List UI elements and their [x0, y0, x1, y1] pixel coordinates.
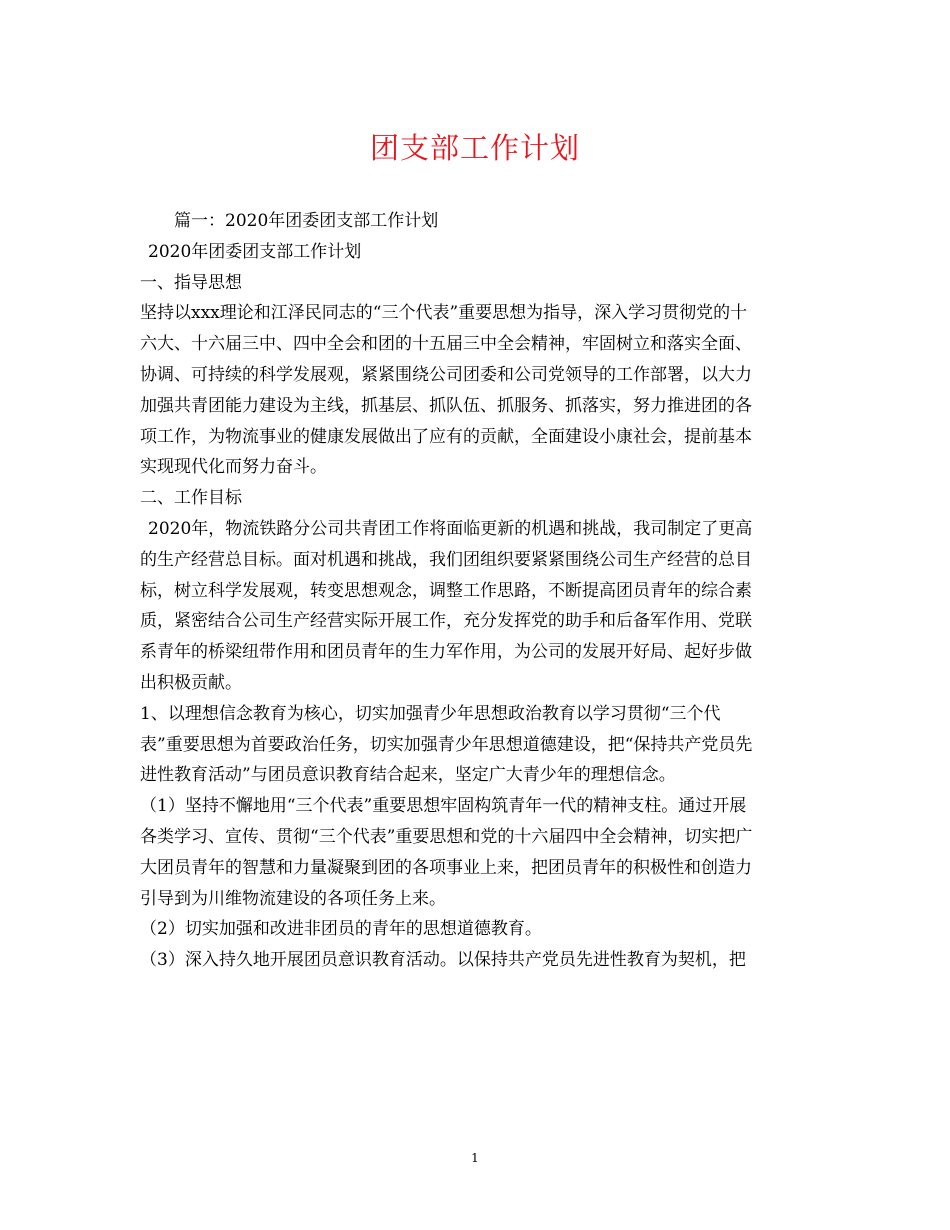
- paragraph-line: （1）坚持不懈地用“三个代表”重要思想牢固构筑青年一代的精神支柱。通过开展: [140, 796, 747, 817]
- page-number: 1: [471, 1151, 479, 1165]
- paragraph-line: 六大、十六届三中、四中全会和团的十五届三中全会精神，牢固树立和落实全面、: [140, 334, 752, 355]
- paragraph-line: 表”重要思想为首要政治任务，切实加强青少年思想道德建设，把“保持共产党员先: [140, 734, 753, 755]
- paragraph-line: 实现现代化而努力奋斗。: [140, 457, 327, 478]
- document-title: 团支部工作计划: [369, 131, 580, 165]
- paragraph-line: 出积极贡献。: [140, 672, 242, 693]
- paragraph-line: 项工作，为物流事业的健康发展做出了应有的贡献，全面建设小康社会，提前基本: [140, 426, 752, 447]
- paragraph-line: 质，紧密结合公司生产经营实际开展工作，充分发挥党的助手和后备军作用、党联: [140, 611, 752, 632]
- paragraph-line: 1、以理想信念教育为核心，切实加强青少年思想政治教育以学习贯彻“三个代: [140, 703, 721, 724]
- paragraph-line: 协调、可持续的科学发展观，紧紧围绕公司团委和公司党领导的工作部署，以大力: [140, 364, 752, 385]
- paragraph-line: 的生产经营总目标。面对机遇和挑战，我们团组织要紧紧围绕公司生产经营的总目: [140, 549, 752, 570]
- section-heading-work-goals: 二、工作目标: [140, 488, 242, 509]
- section-heading-part-one: 篇一：2020年团委团支部工作计划: [174, 211, 439, 231]
- paragraph-line: 进性教育活动”与团员意识教育结合起来，坚定广大青少年的理想信念。: [140, 765, 676, 786]
- paragraph-line: 2020年，物流铁路分公司共青团工作将面临更新的机遇和挑战，我司制定了更高: [148, 518, 753, 539]
- paragraph-line: 标，树立科学发展观，转变思想观念，调整工作思路，不断提高团员青年的综合素: [140, 580, 752, 601]
- paragraph-line: 大团员青年的智慧和力量凝聚到团的各项事业上来，把团员青年的积极性和创造力: [140, 857, 752, 878]
- document-body: [140, 206, 830, 976]
- paragraph-line: （2）切实加强和改进非团员的青年的思想道德教育。: [140, 919, 542, 940]
- paragraph-line: 各类学习、宣传、贯彻“三个代表”重要思想和党的十六届四中全会精神，切实把广: [140, 826, 753, 847]
- paragraph-line: 引导到为川维物流建设的各项任务上来。: [140, 888, 446, 909]
- paragraph-line: （3）深入持久地开展团员意识教育活动。以保持共产党员先进性教育为契机，把: [140, 950, 746, 971]
- plan-subtitle: 2020年团委团支部工作计划: [148, 241, 362, 262]
- paragraph-line: 加强共青团能力建设为主线，抓基层、抓队伍、抓服务、抓落实，努力推进团的各: [140, 395, 752, 416]
- paragraph-line: 坚持以xxx理论和江泽民同志的“三个代表”重要思想为指导，深入学习贯彻党的十: [140, 303, 748, 324]
- paragraph-line: 系青年的桥梁纽带作用和团员青年的生力军作用，为公司的发展开好局、起好步做: [140, 642, 752, 663]
- section-heading-guiding-ideology: 一、指导思想: [140, 272, 242, 293]
